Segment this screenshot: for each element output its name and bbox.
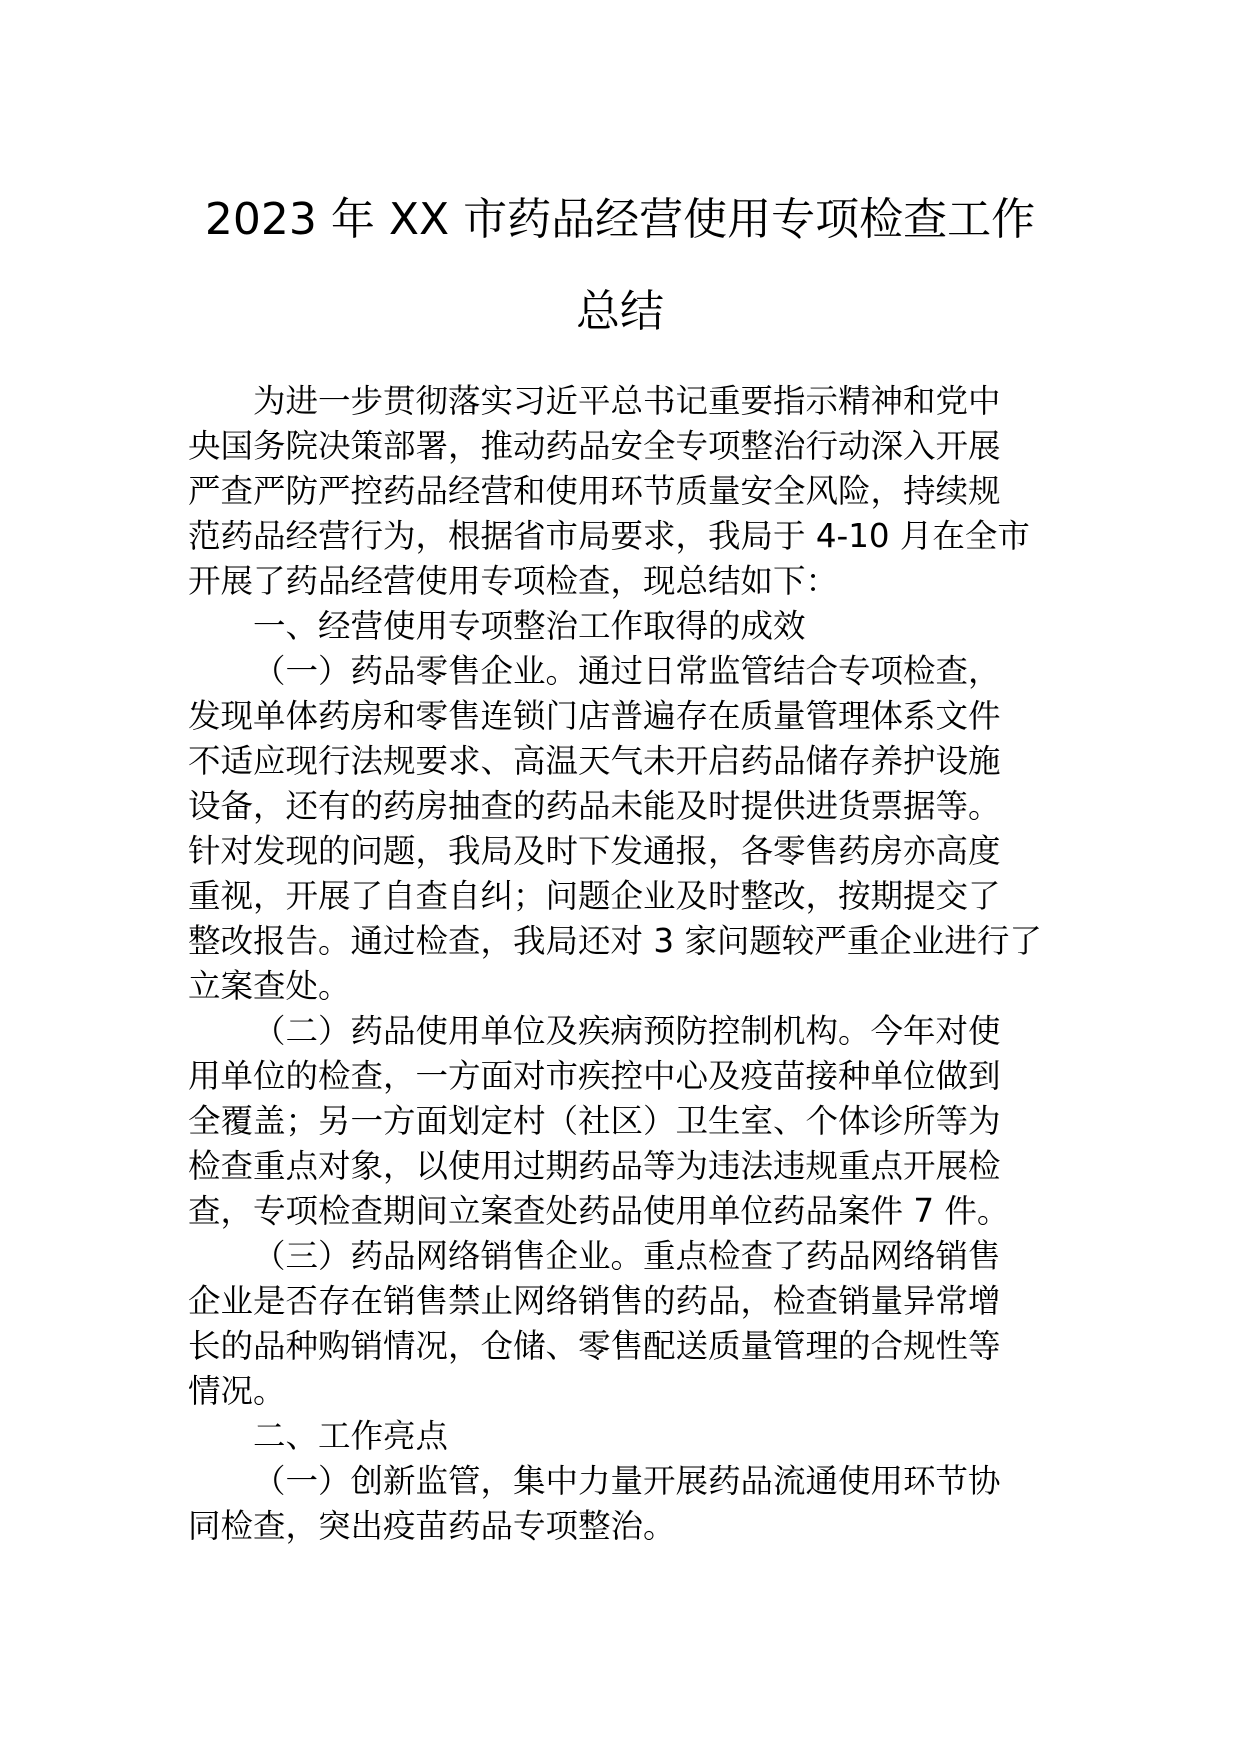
paragraph-line: 用单位的检查，一方面对市疾控中心及疫苗接种单位做到 [188,1057,1001,1095]
subsection-heading: （二）药品使用单位及疾病预防控制机构。今年对使 [253,1012,1001,1050]
paragraph-line: 开展了药品经营使用专项检查，现总结如下： [188,562,839,600]
subsection-heading: （三）药品网络销售企业。重点检查了药品网络销售 [253,1237,1001,1275]
title-line-2: 总结 [576,286,664,337]
paragraph-line: 严查严防严控药品经营和使用环节质量安全风险，持续规 [188,472,1001,510]
paragraph-line: 央国务院决策部署，推动药品安全专项整治行动深入开展 [188,427,1001,465]
paragraph-line: 立案查处。 [188,967,351,1005]
paragraph-line: 针对发现的问题，我局及时下发通报，各零售药房亦高度 [188,832,1001,870]
paragraph-line: 整改报告。通过检查，我局还对 3 家问题较严重企业进行了 [188,922,1042,960]
paragraph-line: 长的品种购销情况，仓储、零售配送质量管理的合规性等 [188,1327,1001,1365]
section-heading: 一、经营使用专项整治工作取得的成效 [253,607,806,645]
paragraph-line: 为进一步贯彻落实习近平总书记重要指示精神和党中 [253,382,1001,420]
paragraph-line: 不适应现行法规要求、高温天气未开启药品储存养护设施 [188,742,1001,780]
paragraph-line: 范药品经营行为，根据省市局要求，我局于 4-10 月在全市 [188,517,1030,555]
paragraph-line: 全覆盖；另一方面划定村（社区）卫生室、个体诊所等为 [188,1102,1001,1140]
title-line-1: 2023 年 XX 市药品经营使用专项检查工作 [204,194,1036,245]
paragraph-line: 情况。 [188,1372,286,1410]
paragraph-line: 设备，还有的药房抽查的药品未能及时提供进货票据等。 [188,787,1001,825]
paragraph-line: 企业是否存在销售禁止网络销售的药品，检查销量异常增 [188,1282,1001,1320]
paragraph-line: 发现单体药房和零售连锁门店普遍存在质量管理体系文件 [188,697,1001,735]
paragraph-line: 同检查，突出疫苗药品专项整治。 [188,1507,676,1545]
paragraph-line: 检查重点对象，以使用过期药品等为违法违规重点开展检 [188,1147,1001,1185]
paragraph-line: 查，专项检查期间立案查处药品使用单位药品案件 7 件。 [188,1192,1010,1230]
section-heading: 二、工作亮点 [253,1417,449,1455]
paragraph-line: 重视，开展了自查自纠；问题企业及时整改，按期提交了 [188,877,1001,915]
subsection-heading: （一）创新监管，集中力量开展药品流通使用环节协 [253,1462,1001,1500]
subsection-heading: （一）药品零售企业。通过日常监管结合专项检查， [253,652,1001,690]
